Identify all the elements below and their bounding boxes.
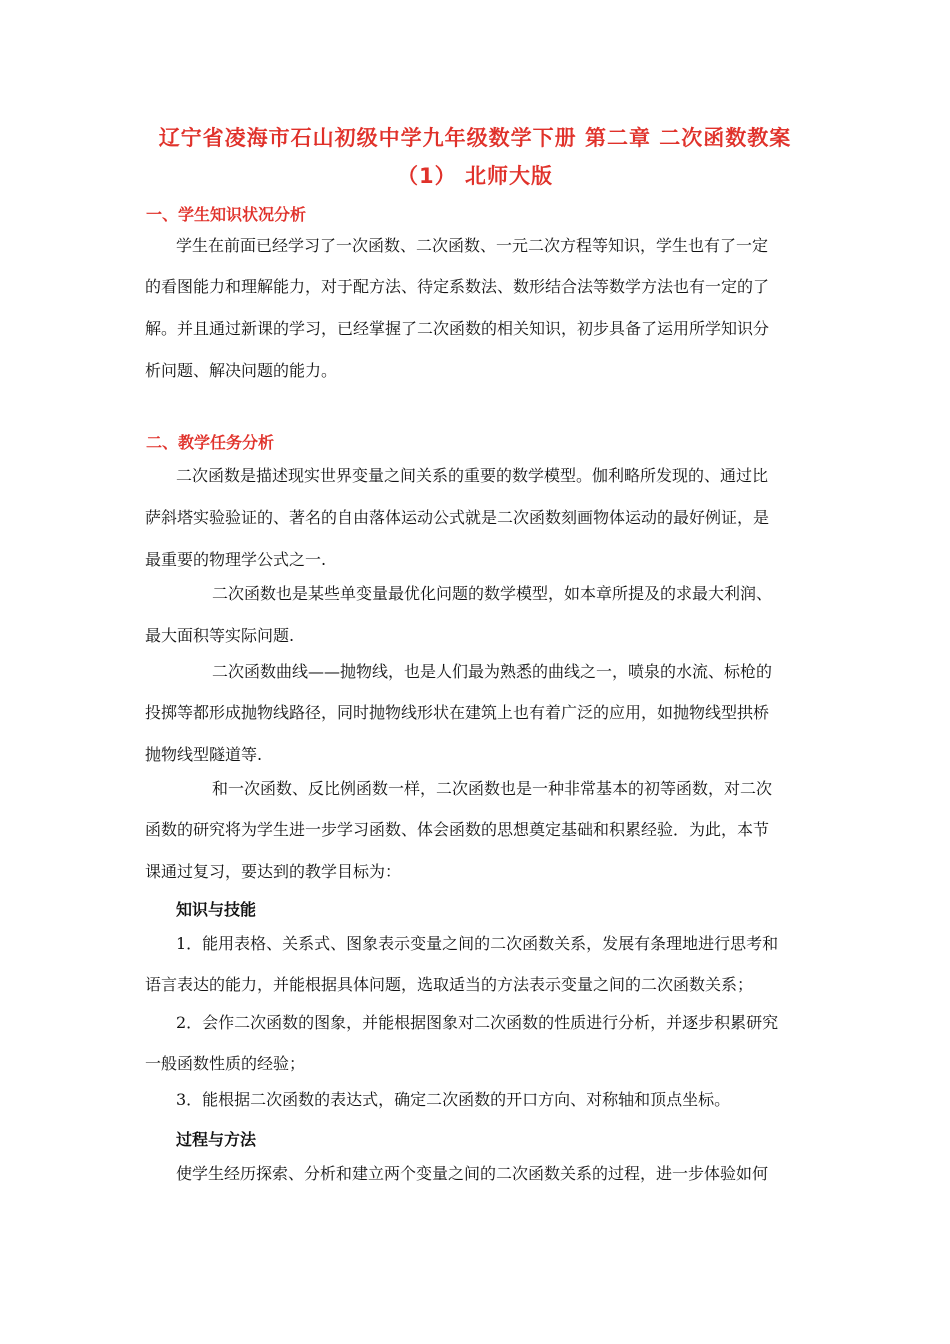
paragraph-line: 投掷等都形成抛物线路径，同时抛物线形状在建筑上也有着广泛的应用，如抛物线型拱桥 xyxy=(145,703,770,722)
paragraph-line: 3．能根据二次函数的表达式，确定二次函数的开口方向、对称轴和顶点坐标。 xyxy=(176,1090,731,1109)
subheading-knowledge-and-skills: 知识与技能 xyxy=(176,900,257,919)
paragraph-line: 解。并且通过新课的学习，已经掌握了二次函数的相关知识，初步具备了运用所学知识分 xyxy=(145,319,770,338)
paragraph-line: 抛物线型隧道等. xyxy=(145,745,263,764)
paragraph-line: 使学生经历探索、分析和建立两个变量之间的二次函数关系的过程，进一步体验如何 xyxy=(176,1164,769,1183)
paragraph-line: 一般函数性质的经验； xyxy=(145,1054,306,1073)
paragraph-line: 最大面积等实际问题. xyxy=(145,626,295,645)
paragraph-line: 萨斜塔实验验证的、著名的自由落体运动公式就是二次函数刻画物体运动的最好例证，是 xyxy=(145,508,770,527)
paragraph-line: 二次函数也是某些单变量最优化问题的数学模型，如本章所提及的求最大利润、 xyxy=(212,584,773,603)
paragraph-line: 语言表达的能力，并能根据具体问题，选取适当的方法表示变量之间的二次函数关系； xyxy=(145,975,754,994)
section-heading-teaching-task: 二、教学任务分析 xyxy=(146,433,275,452)
paragraph-line: 析问题、解决问题的能力。 xyxy=(145,361,338,380)
paragraph-line: 课通过复习，要达到的教学目标为： xyxy=(145,862,402,881)
document-title-line-2: （1） 北师大版 xyxy=(397,164,553,188)
paragraph-line: 1．能用表格、关系式、图象表示变量之间的二次函数关系，发展有条理地进行思考和 xyxy=(176,934,779,953)
paragraph-line: 二次函数是描述现实世界变量之间关系的重要的数学模型。伽利略所发现的、通过比 xyxy=(176,466,769,485)
paragraph-line: 学生在前面已经学习了一次函数、二次函数、一元二次方程等知识，学生也有了一定 xyxy=(176,236,769,255)
paragraph-line: 2．会作二次函数的图象，并能根据图象对二次函数的性质进行分析，并逐步积累研究 xyxy=(176,1013,779,1032)
paragraph-line: 和一次函数、反比例函数一样，二次函数也是一种非常基本的初等函数，对二次 xyxy=(212,779,773,798)
paragraph-line: 函数的研究将为学生进一步学习函数、体会函数的思想奠定基础和积累经验．为此，本节 xyxy=(145,820,770,839)
paragraph-line: 二次函数曲线——抛物线，也是人们最为熟悉的曲线之一，喷泉的水流、标枪的 xyxy=(212,662,773,681)
subheading-process-and-method: 过程与方法 xyxy=(176,1130,257,1149)
paragraph-line: 的看图能力和理解能力，对于配方法、待定系数法、数形结合法等数学方法也有一定的了 xyxy=(145,277,770,296)
section-heading-student-knowledge: 一、学生知识状况分析 xyxy=(146,205,307,224)
document-title-line-1: 辽宁省凌海市石山初级中学九年级数学下册 第二章 二次函数教案 xyxy=(158,126,792,150)
paragraph-line: 最重要的物理学公式之一. xyxy=(145,550,327,569)
